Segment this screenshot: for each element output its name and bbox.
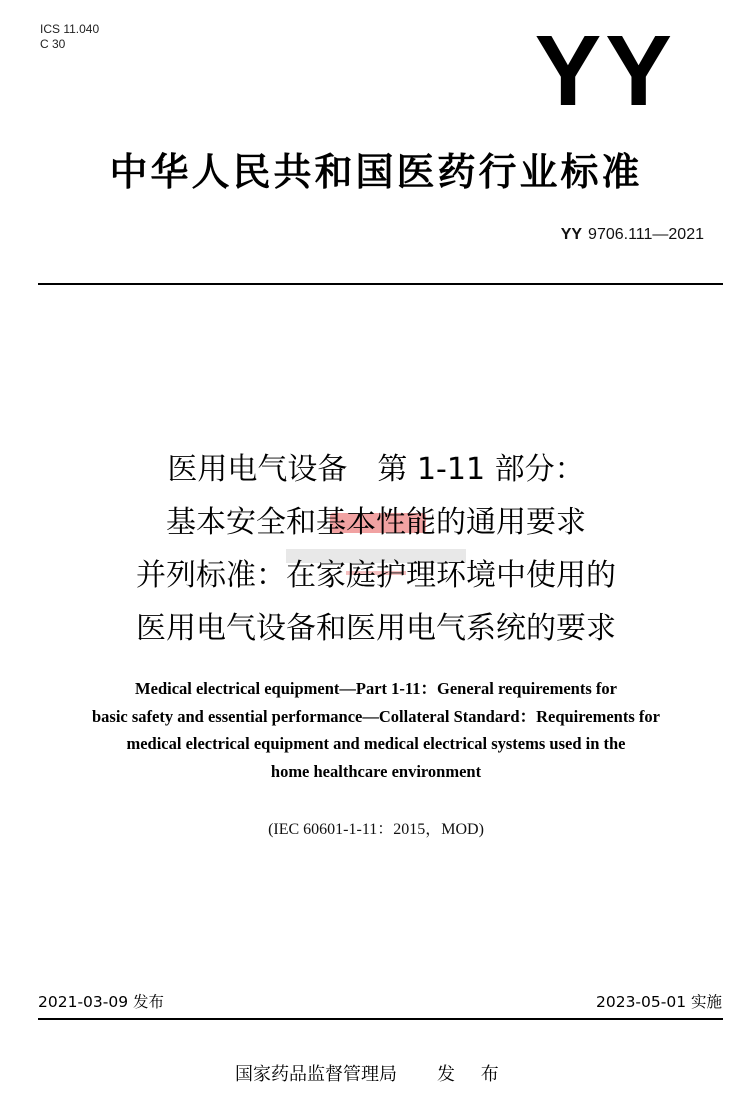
bottom-divider bbox=[38, 1018, 723, 1020]
title-en-line: Medical electrical equipment—Part 1-11：General requirements for bbox=[135, 679, 617, 698]
ccs-code: C 30 bbox=[40, 37, 66, 51]
standard-number-prefix: YY bbox=[560, 226, 583, 243]
standard-title: 中华人民共和国医药行业标准 bbox=[109, 150, 643, 194]
title-en-line: basic safety and essential performance—Collateral Standard：Requirements for bbox=[92, 706, 660, 726]
yy-logo: YY bbox=[534, 15, 676, 127]
standard-number-value: 9706.111—2021 bbox=[588, 226, 704, 243]
effective-date: 2023-05-01 实施 bbox=[595, 993, 722, 1011]
standard-number bbox=[561, 226, 704, 244]
title-cn-line: 基本安全和基本性能的通用要求 bbox=[166, 505, 586, 540]
ics-code: ICS 11.040 bbox=[40, 22, 100, 36]
issuer-name: 国家药品监督管理局 bbox=[235, 1064, 397, 1085]
adoption-reference: (IEC 60601-1-11：2015，MOD) bbox=[268, 821, 484, 838]
document-title-cn bbox=[0, 443, 752, 655]
top-divider bbox=[38, 283, 723, 285]
title-cn-line: 医用电气设备 第 1-11 部分： bbox=[167, 452, 585, 487]
title-cn-line: 并列标准：在家庭护理环境中使用的 bbox=[136, 558, 616, 593]
title-en-line: medical electrical equipment and medical electrical systems used in the bbox=[126, 734, 626, 753]
document-title-en bbox=[0, 675, 752, 785]
title-en-line: home healthcare environment bbox=[270, 761, 482, 781]
issuer-verb: 发 布 bbox=[437, 1064, 509, 1085]
title-cn-line: 医用电气设备和医用电气系统的要求 bbox=[136, 611, 616, 646]
issuing-authority bbox=[235, 1060, 509, 1086]
classification-codes bbox=[40, 22, 99, 52]
issue-date: 2021-03-09 发布 bbox=[38, 993, 165, 1011]
